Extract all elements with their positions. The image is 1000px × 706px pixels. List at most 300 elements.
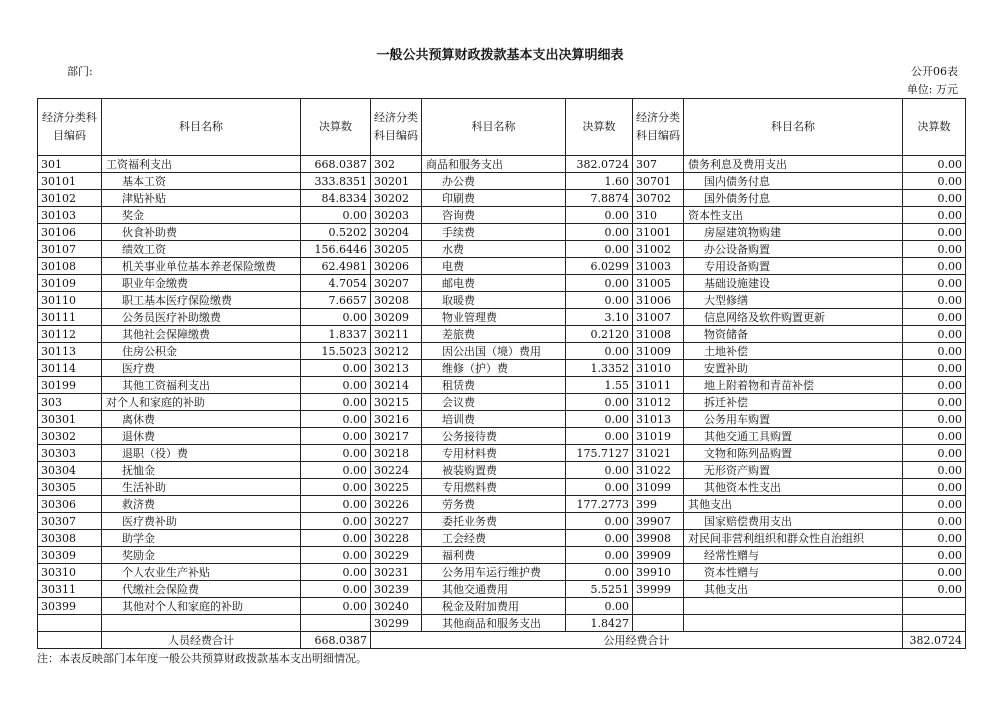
amount-cell: 156.6446	[301, 241, 371, 258]
amount-cell: 0.00	[566, 411, 633, 428]
table-row	[38, 462, 966, 479]
table-row	[38, 224, 966, 241]
amount-cell: 0.00	[301, 394, 371, 411]
amount-cell: 0.00	[566, 275, 633, 292]
econ-code-cell: 30113	[38, 343, 102, 360]
amount-cell: 0.2120	[566, 326, 633, 343]
econ-code-cell: 30301	[38, 411, 102, 428]
personnel-total-label: 人员经费合计	[102, 632, 301, 649]
item-name-cell: 经常性赠与	[684, 547, 903, 564]
amount-cell: 0.00	[301, 547, 371, 564]
item-name-cell: 电费	[422, 258, 566, 275]
item-name-cell: 其他工资福利支出	[102, 377, 301, 394]
item-name-cell: 医疗费补助	[102, 513, 301, 530]
totals-row	[38, 632, 966, 649]
amount-cell: 0.00	[903, 326, 966, 343]
item-name-cell: 对民间非营利组织和群众性自治组织	[684, 530, 903, 547]
item-name-cell: 个人农业生产补贴	[102, 564, 301, 581]
amount-cell: 0.00	[301, 445, 371, 462]
personnel-total-value: 668.0387	[301, 632, 371, 649]
econ-code-cell: 30399	[38, 598, 102, 615]
econ-code-cell: 30311	[38, 581, 102, 598]
amount-cell: 0.00	[566, 598, 633, 615]
econ-code-cell: 30206	[371, 258, 422, 275]
item-name-cell: 商品和服务支出	[422, 156, 566, 173]
amount-cell: 0.00	[903, 496, 966, 513]
amount-cell: 0.00	[903, 156, 966, 173]
table-row	[38, 428, 966, 445]
item-name-cell: 办公设备购置	[684, 241, 903, 258]
item-name-cell: 奖金	[102, 207, 301, 224]
econ-code-cell: 30702	[633, 190, 684, 207]
amount-cell	[301, 615, 371, 632]
amount-cell: 0.00	[301, 377, 371, 394]
item-name-cell: 基本工资	[102, 173, 301, 190]
econ-code-cell: 30202	[371, 190, 422, 207]
amount-cell: 0.00	[566, 530, 633, 547]
item-name-cell: 福利费	[422, 547, 566, 564]
econ-code-cell: 30305	[38, 479, 102, 496]
col-header-name-2: 科目名称	[422, 99, 566, 156]
item-name-cell: 大型修缮	[684, 292, 903, 309]
econ-code-cell: 31021	[633, 445, 684, 462]
econ-code-cell: 30309	[38, 547, 102, 564]
econ-code-cell: 30103	[38, 207, 102, 224]
econ-code-cell: 30111	[38, 309, 102, 326]
table-row	[38, 530, 966, 547]
item-name-cell: 国家赔偿费用支出	[684, 513, 903, 530]
amount-cell	[903, 598, 966, 615]
econ-code-cell: 302	[371, 156, 422, 173]
col-header-amount-2: 决算数	[566, 99, 633, 156]
econ-code-cell: 30108	[38, 258, 102, 275]
item-name-cell: 工资福利支出	[102, 156, 301, 173]
econ-code-cell: 31019	[633, 428, 684, 445]
table-row	[38, 598, 966, 615]
item-name-cell: 因公出国（境）费用	[422, 343, 566, 360]
item-name-cell: 医疗费	[102, 360, 301, 377]
econ-code-cell: 30207	[371, 275, 422, 292]
item-name-cell: 差旅费	[422, 326, 566, 343]
expenditure-table	[37, 98, 966, 649]
econ-code-cell: 30307	[38, 513, 102, 530]
econ-code-cell: 30216	[371, 411, 422, 428]
econ-code-cell: 30228	[371, 530, 422, 547]
table-row	[38, 190, 966, 207]
table-header-row	[38, 99, 966, 156]
amount-cell: 0.00	[903, 275, 966, 292]
item-name-cell: 房屋建筑物购建	[684, 224, 903, 241]
econ-code-cell: 31022	[633, 462, 684, 479]
item-name-cell: 工会经费	[422, 530, 566, 547]
amount-cell: 0.00	[301, 581, 371, 598]
item-name-cell: 资本性支出	[684, 207, 903, 224]
report-title: 一般公共预算财政拨款基本支出决算明细表	[376, 48, 624, 63]
amount-cell: 0.00	[903, 241, 966, 258]
amount-cell: 1.8337	[301, 326, 371, 343]
amount-cell: 0.5202	[301, 224, 371, 241]
amount-cell: 0.00	[566, 513, 633, 530]
table-row	[38, 394, 966, 411]
public-total-label: 公用经费合计	[371, 632, 903, 649]
amount-cell: 0.00	[566, 224, 633, 241]
item-name-cell: 邮电费	[422, 275, 566, 292]
public-total-value: 382.0724	[903, 632, 966, 649]
econ-code-cell: 31007	[633, 309, 684, 326]
amount-cell: 0.00	[566, 343, 633, 360]
econ-code-cell: 30227	[371, 513, 422, 530]
amount-cell: 0.00	[903, 224, 966, 241]
amount-cell: 0.00	[903, 309, 966, 326]
amount-cell: 0.00	[301, 530, 371, 547]
item-name-cell: 土地补偿	[684, 343, 903, 360]
amount-cell: 0.00	[566, 479, 633, 496]
amount-cell: 0.00	[301, 360, 371, 377]
col-header-amount-3: 决算数	[903, 99, 966, 156]
item-name-cell: 拆迁补偿	[684, 394, 903, 411]
amount-cell: 15.5023	[301, 343, 371, 360]
table-row	[38, 615, 966, 632]
item-name-cell: 其他交通工具购置	[684, 428, 903, 445]
item-name-cell: 代缴社会保险费	[102, 581, 301, 598]
amount-cell: 0.00	[566, 207, 633, 224]
econ-code-cell: 30215	[371, 394, 422, 411]
econ-code-cell: 310	[633, 207, 684, 224]
amount-cell: 0.00	[903, 360, 966, 377]
econ-code-cell: 30109	[38, 275, 102, 292]
econ-code-cell: 31012	[633, 394, 684, 411]
item-name-cell: 助学金	[102, 530, 301, 547]
amount-cell: 0.00	[301, 598, 371, 615]
table-row	[38, 258, 966, 275]
item-name-cell: 退休费	[102, 428, 301, 445]
amount-cell: 7.8874	[566, 190, 633, 207]
col-header-code-3: 经济分类科目编码	[633, 99, 684, 156]
item-name-cell: 委托业务费	[422, 513, 566, 530]
table-row	[38, 241, 966, 258]
amount-cell: 0.00	[301, 496, 371, 513]
econ-code-cell: 30112	[38, 326, 102, 343]
department-label: 部门:	[67, 65, 93, 78]
item-name-cell: 办公费	[422, 173, 566, 190]
item-name-cell: 国外债务付息	[684, 190, 903, 207]
item-name-cell: 信息网络及软件购置更新	[684, 309, 903, 326]
amount-cell: 0.00	[301, 564, 371, 581]
amount-cell: 0.00	[903, 513, 966, 530]
item-name-cell	[102, 615, 301, 632]
amount-cell: 0.00	[903, 190, 966, 207]
item-name-cell: 物业管理费	[422, 309, 566, 326]
item-name-cell: 手续费	[422, 224, 566, 241]
amount-cell: 0.00	[903, 377, 966, 394]
table-row	[38, 343, 966, 360]
econ-code-cell: 30224	[371, 462, 422, 479]
item-name-cell: 印刷费	[422, 190, 566, 207]
item-name-cell: 培训费	[422, 411, 566, 428]
item-name-cell: 其他对个人和家庭的补助	[102, 598, 301, 615]
item-name-cell: 税金及附加费用	[422, 598, 566, 615]
amount-cell: 0.00	[903, 530, 966, 547]
econ-code-cell: 30231	[371, 564, 422, 581]
amount-cell: 0.00	[903, 479, 966, 496]
item-name-cell: 劳务费	[422, 496, 566, 513]
econ-code-cell: 30214	[371, 377, 422, 394]
econ-code-cell: 31006	[633, 292, 684, 309]
econ-code-cell: 31005	[633, 275, 684, 292]
table-row	[38, 581, 966, 598]
amount-cell: 333.8351	[301, 173, 371, 190]
econ-code-cell: 30106	[38, 224, 102, 241]
amount-cell: 0.00	[903, 564, 966, 581]
item-name-cell: 抚恤金	[102, 462, 301, 479]
table-row	[38, 156, 966, 173]
item-name-cell	[684, 598, 903, 615]
econ-code-cell: 30101	[38, 173, 102, 190]
econ-code-cell: 30306	[38, 496, 102, 513]
item-name-cell: 职业年金缴费	[102, 275, 301, 292]
econ-code-cell: 30209	[371, 309, 422, 326]
econ-code-cell: 30225	[371, 479, 422, 496]
amount-cell: 0.00	[566, 292, 633, 309]
item-name-cell: 其他支出	[684, 581, 903, 598]
amount-cell: 0.00	[903, 581, 966, 598]
econ-code-cell: 30226	[371, 496, 422, 513]
econ-code-cell: 30240	[371, 598, 422, 615]
item-name-cell: 职工基本医疗保险缴费	[102, 292, 301, 309]
amount-cell: 0.00	[903, 258, 966, 275]
econ-code-cell: 31003	[633, 258, 684, 275]
econ-code-cell: 301	[38, 156, 102, 173]
econ-code-cell: 39910	[633, 564, 684, 581]
econ-code-cell: 39907	[633, 513, 684, 530]
totals-spacer	[38, 632, 102, 649]
amount-cell: 175.7127	[566, 445, 633, 462]
table-row	[38, 360, 966, 377]
econ-code-cell: 31013	[633, 411, 684, 428]
table-number: 公开06表	[911, 65, 958, 78]
econ-code-cell	[633, 615, 684, 632]
econ-code-cell: 31011	[633, 377, 684, 394]
econ-code-cell: 30208	[371, 292, 422, 309]
item-name-cell: 基础设施建设	[684, 275, 903, 292]
item-name-cell: 其他交通费用	[422, 581, 566, 598]
table-row	[38, 445, 966, 462]
item-name-cell: 绩效工资	[102, 241, 301, 258]
amount-cell: 0.00	[903, 428, 966, 445]
table-row	[38, 292, 966, 309]
item-name-cell: 物资储备	[684, 326, 903, 343]
item-name-cell: 其他社会保障缴费	[102, 326, 301, 343]
econ-code-cell: 30701	[633, 173, 684, 190]
item-name-cell: 公务员医疗补助缴费	[102, 309, 301, 326]
amount-cell: 0.00	[301, 411, 371, 428]
econ-code-cell: 30199	[38, 377, 102, 394]
amount-cell: 0.00	[301, 428, 371, 445]
econ-code-cell: 30304	[38, 462, 102, 479]
amount-cell: 668.0387	[301, 156, 371, 173]
table-row	[38, 411, 966, 428]
amount-cell: 3.10	[566, 309, 633, 326]
amount-cell: 62.4981	[301, 258, 371, 275]
item-name-cell: 公务用车购置	[684, 411, 903, 428]
econ-code-cell: 39908	[633, 530, 684, 547]
amount-cell: 6.0299	[566, 258, 633, 275]
amount-cell: 0.00	[301, 462, 371, 479]
econ-code-cell: 31002	[633, 241, 684, 258]
item-name-cell: 被装购置费	[422, 462, 566, 479]
amount-cell: 0.00	[301, 513, 371, 530]
col-header-code-1: 经济分类科目编码	[38, 99, 102, 156]
item-name-cell: 资本性赠与	[684, 564, 903, 581]
item-name-cell: 咨询费	[422, 207, 566, 224]
item-name-cell: 生活补助	[102, 479, 301, 496]
item-name-cell: 救济费	[102, 496, 301, 513]
col-header-name-3: 科目名称	[684, 99, 903, 156]
amount-cell: 0.00	[903, 411, 966, 428]
item-name-cell: 其他支出	[684, 496, 903, 513]
amount-cell: 84.8334	[301, 190, 371, 207]
econ-code-cell: 399	[633, 496, 684, 513]
amount-cell: 0.00	[301, 479, 371, 496]
econ-code-cell	[38, 615, 102, 632]
amount-cell: 0.00	[903, 445, 966, 462]
amount-cell: 0.00	[301, 309, 371, 326]
amount-cell	[903, 615, 966, 632]
table-note: 注：本表反映部门本年度一般公共预算财政拨款基本支出明细情况。	[37, 652, 367, 665]
econ-code-cell: 30213	[371, 360, 422, 377]
col-header-code-2: 经济分类科目编码	[371, 99, 422, 156]
amount-cell: 0.00	[566, 462, 633, 479]
col-header-amount-1: 决算数	[301, 99, 371, 156]
item-name-cell: 无形资产购置	[684, 462, 903, 479]
item-name-cell: 津贴补贴	[102, 190, 301, 207]
econ-code-cell: 30302	[38, 428, 102, 445]
econ-code-cell: 31009	[633, 343, 684, 360]
econ-code-cell	[633, 598, 684, 615]
item-name-cell: 专用设备购置	[684, 258, 903, 275]
item-name-cell: 机关事业单位基本养老保险缴费	[102, 258, 301, 275]
table-row	[38, 479, 966, 496]
econ-code-cell: 30308	[38, 530, 102, 547]
unit-label: 单位: 万元	[906, 83, 958, 96]
item-name-cell: 其他资本性支出	[684, 479, 903, 496]
table-row	[38, 309, 966, 326]
econ-code-cell: 30204	[371, 224, 422, 241]
amount-cell: 1.3352	[566, 360, 633, 377]
amount-cell: 4.7054	[301, 275, 371, 292]
item-name-cell	[684, 615, 903, 632]
econ-code-cell: 30201	[371, 173, 422, 190]
econ-code-cell: 39999	[633, 581, 684, 598]
amount-cell: 1.55	[566, 377, 633, 394]
econ-code-cell: 31099	[633, 479, 684, 496]
amount-cell: 0.00	[566, 547, 633, 564]
item-name-cell: 伙食补助费	[102, 224, 301, 241]
econ-code-cell: 30107	[38, 241, 102, 258]
table-row	[38, 207, 966, 224]
econ-code-cell: 39909	[633, 547, 684, 564]
amount-cell: 0.00	[566, 241, 633, 258]
table-row	[38, 173, 966, 190]
econ-code-cell: 31001	[633, 224, 684, 241]
econ-code-cell: 30211	[371, 326, 422, 343]
econ-code-cell: 30239	[371, 581, 422, 598]
item-name-cell: 其他商品和服务支出	[422, 615, 566, 632]
amount-cell: 0.00	[903, 292, 966, 309]
item-name-cell: 维修（护）费	[422, 360, 566, 377]
item-name-cell: 国内债务付息	[684, 173, 903, 190]
econ-code-cell: 307	[633, 156, 684, 173]
amount-cell: 0.00	[301, 207, 371, 224]
amount-cell: 0.00	[566, 394, 633, 411]
item-name-cell: 会议费	[422, 394, 566, 411]
amount-cell: 0.00	[566, 428, 633, 445]
item-name-cell: 安置补助	[684, 360, 903, 377]
item-name-cell: 文物和陈列品购置	[684, 445, 903, 462]
amount-cell: 177.2773	[566, 496, 633, 513]
table-row	[38, 275, 966, 292]
econ-code-cell: 30110	[38, 292, 102, 309]
econ-code-cell: 30217	[371, 428, 422, 445]
item-name-cell: 对个人和家庭的补助	[102, 394, 301, 411]
item-name-cell: 离休费	[102, 411, 301, 428]
table-row	[38, 564, 966, 581]
item-name-cell: 公务用车运行维护费	[422, 564, 566, 581]
amount-cell: 0.00	[566, 564, 633, 581]
table-row	[38, 496, 966, 513]
item-name-cell: 住房公积金	[102, 343, 301, 360]
item-name-cell: 水费	[422, 241, 566, 258]
amount-cell: 0.00	[903, 394, 966, 411]
amount-cell: 0.00	[903, 462, 966, 479]
amount-cell: 0.00	[903, 343, 966, 360]
amount-cell: 7.6657	[301, 292, 371, 309]
item-name-cell: 专用燃料费	[422, 479, 566, 496]
econ-code-cell: 30212	[371, 343, 422, 360]
econ-code-cell: 30203	[371, 207, 422, 224]
amount-cell: 0.00	[903, 207, 966, 224]
amount-cell: 0.00	[903, 547, 966, 564]
item-name-cell: 专用材料费	[422, 445, 566, 462]
econ-code-cell: 30205	[371, 241, 422, 258]
econ-code-cell: 303	[38, 394, 102, 411]
amount-cell: 1.60	[566, 173, 633, 190]
item-name-cell: 公务接待费	[422, 428, 566, 445]
econ-code-cell: 30310	[38, 564, 102, 581]
table-row	[38, 513, 966, 530]
econ-code-cell: 31010	[633, 360, 684, 377]
table-row	[38, 377, 966, 394]
amount-cell: 382.0724	[566, 156, 633, 173]
table-row	[38, 547, 966, 564]
amount-cell: 5.5251	[566, 581, 633, 598]
econ-code-cell: 30102	[38, 190, 102, 207]
amount-cell: 1.8427	[566, 615, 633, 632]
econ-code-cell: 30218	[371, 445, 422, 462]
item-name-cell: 取暖费	[422, 292, 566, 309]
item-name-cell: 租赁费	[422, 377, 566, 394]
item-name-cell: 地上附着物和青苗补偿	[684, 377, 903, 394]
econ-code-cell: 30299	[371, 615, 422, 632]
econ-code-cell: 30303	[38, 445, 102, 462]
table-row	[38, 326, 966, 343]
item-name-cell: 奖励金	[102, 547, 301, 564]
col-header-name-1: 科目名称	[102, 99, 301, 156]
amount-cell: 0.00	[903, 173, 966, 190]
item-name-cell: 退职（役）费	[102, 445, 301, 462]
econ-code-cell: 31008	[633, 326, 684, 343]
econ-code-cell: 30229	[371, 547, 422, 564]
